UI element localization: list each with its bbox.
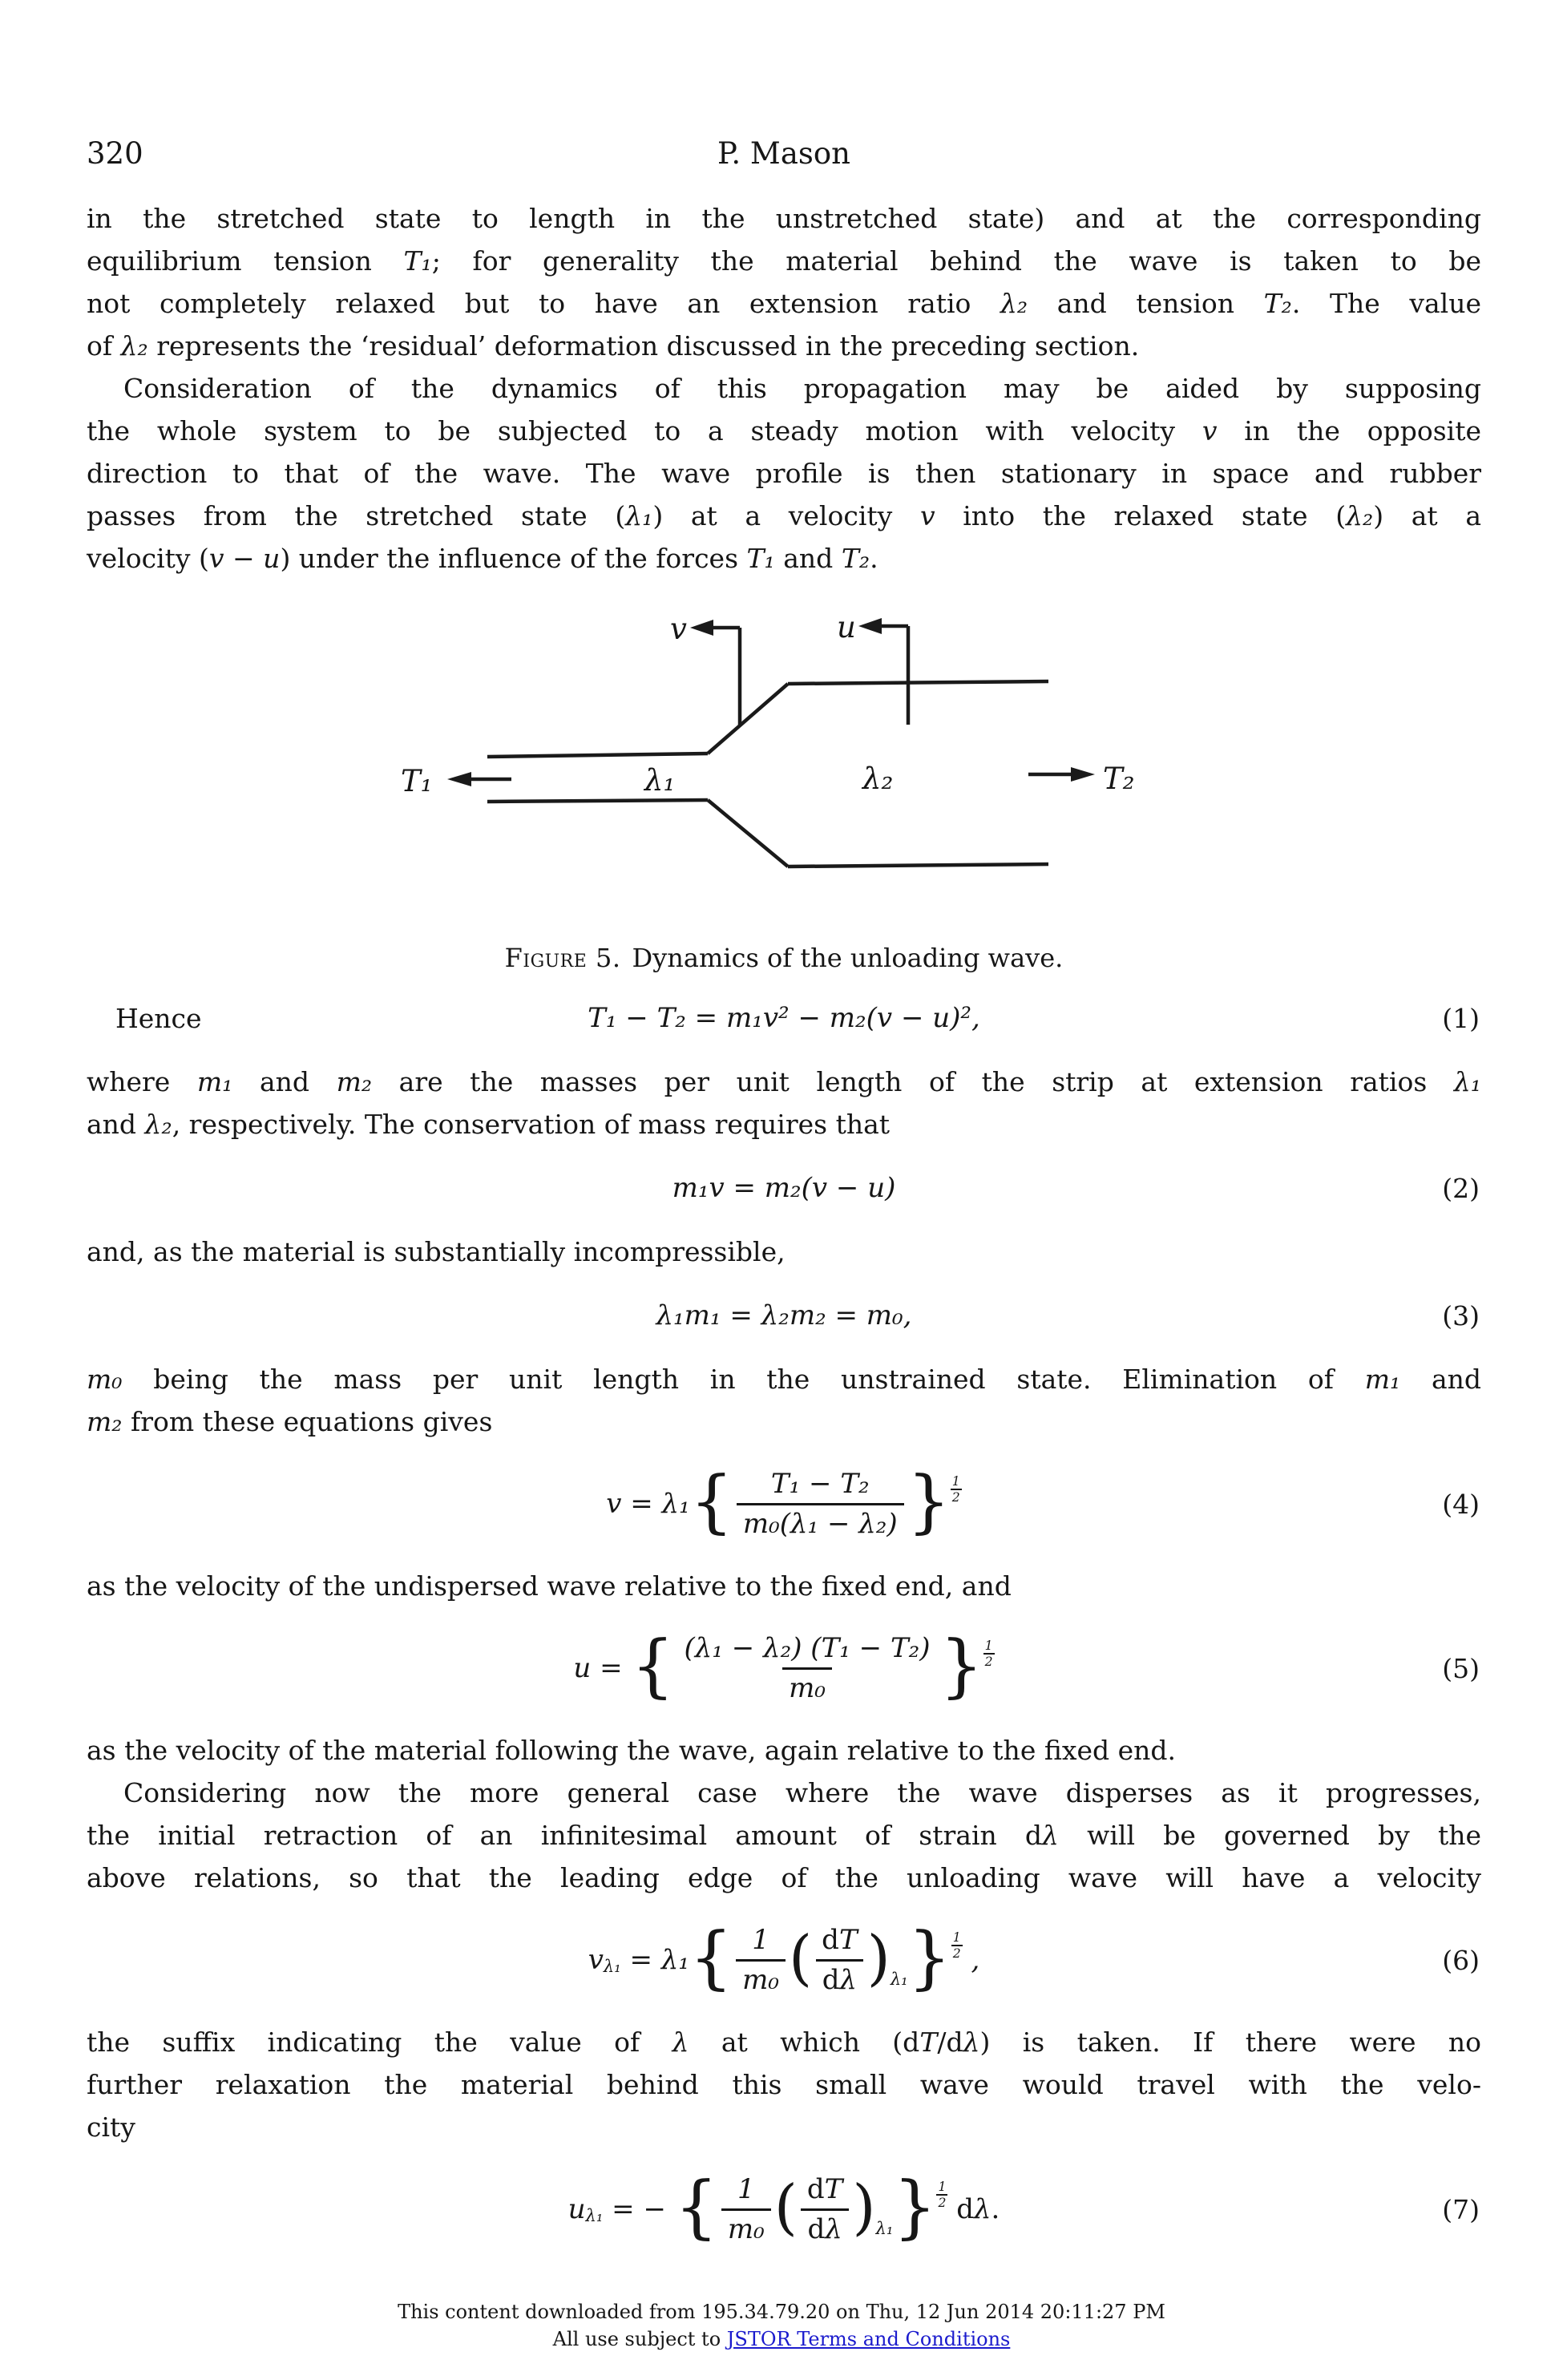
exponent-one-half xyxy=(951,1474,962,1505)
math-text: λ xyxy=(839,1963,858,1996)
math-delimiter: } xyxy=(907,1461,951,1542)
running-head-author: P. Mason xyxy=(717,136,850,171)
article-body xyxy=(87,197,1481,2248)
math-text: = − xyxy=(603,2193,675,2225)
exponent-denominator: 2 xyxy=(938,2195,947,2211)
exponent-denominator: 2 xyxy=(952,1946,961,1962)
equation-body xyxy=(656,1299,912,1331)
label-lambda1: λ₁ xyxy=(644,763,676,798)
math-delimiter: ) xyxy=(852,2172,876,2243)
math-text: u xyxy=(567,2193,586,2225)
equation-7 xyxy=(87,2167,1481,2248)
exponent-numerator: 1 xyxy=(952,1929,961,1946)
equation-lead-word: Hence xyxy=(115,1002,202,1034)
unloading-wave-diagram xyxy=(383,615,1185,919)
t2-arrowhead-right-icon xyxy=(1071,767,1095,782)
math-delimiter: } xyxy=(907,1917,951,1998)
paragraph xyxy=(87,1565,1481,1607)
exponent-one-half xyxy=(951,1930,963,1961)
fraction-numerator xyxy=(678,1630,937,1667)
text-line: Considering now the more general case where the wave disperses as it progresses, xyxy=(123,1777,1481,1808)
math-delimiter: { xyxy=(631,1626,675,1706)
exponent-numerator: 1 xyxy=(938,2179,947,2195)
equation-body xyxy=(588,1002,980,1034)
exponent-one-half xyxy=(983,1639,995,1669)
text-line: and λ₂, respectively. The conservation of mass requires that xyxy=(87,1109,891,1140)
paragraph xyxy=(87,1772,1481,1899)
equation-2 xyxy=(87,1165,1481,1211)
equation-number: (2) xyxy=(1442,1172,1480,1204)
math-text: m₀ xyxy=(789,1671,826,1704)
equation-number: (1) xyxy=(1442,1002,1480,1034)
equation-number: (6) xyxy=(1442,1944,1480,1976)
text-line: as the velocity of the undispersed wave relative to the fixed end, and xyxy=(87,1570,1012,1602)
terms-prefix: All use subject to xyxy=(552,2328,727,2350)
text-line: city xyxy=(87,2111,135,2143)
fraction-numerator xyxy=(815,1921,863,1959)
text-line: where m₁ and m₂ are the masses per unit length of the strip at extension ratios λ₁ xyxy=(87,1066,1481,1097)
equation-body: v λ₁ = λ₁ { $\frac{1}{\text{m₀}}$ ( $\frac{dT}{d\lambda}$ ) λ₁ } $\frac{1}{2}$ , xyxy=(588,1917,980,1998)
fraction-denominator xyxy=(801,2208,848,2249)
jstor-footer xyxy=(0,2298,1563,2353)
strip-bottom-ramp xyxy=(708,800,788,867)
u-arrowhead-left-icon xyxy=(858,618,882,634)
equation-5 xyxy=(87,1626,1481,1707)
exponent-denominator: 2 xyxy=(951,1489,960,1505)
math-text: d xyxy=(822,1963,840,1996)
paragraph xyxy=(87,1230,1481,1273)
math-fraction xyxy=(678,1630,937,1707)
math-text: d xyxy=(822,1924,839,1956)
text-line: in the stretched state to length in the unstretched state) and at the corresponding xyxy=(87,203,1481,234)
math-text: v = λ₁ xyxy=(606,1488,690,1520)
strip-top-left-line xyxy=(487,754,708,757)
math-text: T₁ − T₂ = m₁v² − m₂(v − u)², xyxy=(588,1002,980,1034)
text-line: Consideration of the dynamics of this propagation may be aided by supposing xyxy=(123,373,1481,404)
math-text: λ xyxy=(973,2193,992,2225)
label-T2: T₂ xyxy=(1103,762,1135,796)
text-line: the suffix indicating the value of λ at which (dT/dλ) is taken. If there were no xyxy=(87,2026,1481,2058)
download-stamp-line: This content downloaded from 195.34.79.20 on Thu, 12 Jun 2014 20:11:27 PM xyxy=(398,2301,1165,2323)
math-text: (λ₁ − λ₂) (T₁ − T₂) xyxy=(684,1632,931,1664)
math-text: m₁v = m₂(v − u) xyxy=(672,1172,896,1204)
label-u: u xyxy=(837,615,856,644)
math-text: m₀(λ₁ − λ₂) xyxy=(742,1507,898,1540)
paragraph xyxy=(87,1061,1481,1146)
text-line: further relaxation the material behind this small wave would travel with the velo- xyxy=(87,2069,1481,2100)
exponent-numerator: 1 xyxy=(951,1473,960,1489)
figure-caption-label: Figure 5. xyxy=(504,943,621,973)
equation-number: (7) xyxy=(1442,2193,1480,2225)
text-line: above relations, so that the leading edge of the unloading wave will have a velocity xyxy=(87,1862,1481,1893)
math-text: , xyxy=(962,1944,980,1976)
text-line: not completely relaxed but to have an extension ratio λ₂ and tension T₂. The value xyxy=(87,288,1481,319)
figure-5 xyxy=(87,615,1481,976)
exponent-one-half xyxy=(936,2180,947,2210)
math-text: u = xyxy=(573,1652,632,1684)
text-line: as the velocity of the material following the wave, again relative to the fixed end. xyxy=(87,1735,1176,1766)
terms-line xyxy=(0,2325,1563,2353)
text-line: and, as the material is substantially incompressible, xyxy=(87,1236,786,1267)
label-v: v xyxy=(670,615,687,646)
fraction-numerator xyxy=(801,2171,849,2208)
math-fraction xyxy=(721,2171,771,2248)
math-text: . xyxy=(991,2193,1000,2225)
math-text: d xyxy=(807,2212,826,2245)
math-text: λ₁m₁ = λ₂m₂ = m₀, xyxy=(656,1299,912,1331)
math-text: m₀ xyxy=(727,2212,765,2245)
page-header xyxy=(87,136,1481,188)
math-text: v xyxy=(588,1944,604,1976)
math-text: T xyxy=(838,1924,858,1956)
strip-bottom-left-line xyxy=(487,800,708,802)
paragraph xyxy=(87,1729,1481,1772)
text-line: m₂ from these equations gives xyxy=(87,1406,493,1437)
text-line: m₀ being the mass per unit length in the unstrained state. Elimination of m₁ and xyxy=(87,1364,1481,1395)
paragraph xyxy=(87,1358,1481,1443)
text-line: direction to that of the wave. The wave profile is then stationary in space and rubber xyxy=(87,458,1481,489)
fraction-numerator xyxy=(765,1465,876,1503)
text-line: equilibrium tension T₁; for generality the material behind the wave is taken to be xyxy=(87,245,1482,277)
text-line: passes from the stretched state (λ₁) at a velocity v into the relaxed state (λ₂) at a xyxy=(87,500,1482,531)
math-text: 1 xyxy=(752,1924,769,1956)
math-text: m₀ xyxy=(742,1963,779,1996)
figure-5-caption xyxy=(87,940,1481,976)
math-delimiter: } xyxy=(893,2167,937,2247)
text-line: the initial retraction of an infinitesimal amount of strain dλ will be governed by the xyxy=(87,1820,1481,1851)
v-arrowhead-left-icon xyxy=(690,620,713,636)
t1-arrowhead-left-icon xyxy=(447,772,471,786)
text-line: of λ₂ represents the ‘residual’ deformation discussed in the preceding section. xyxy=(87,330,1140,362)
fraction-numerator xyxy=(731,2171,761,2208)
equation-number: (5) xyxy=(1442,1652,1480,1684)
equation-number: (4) xyxy=(1442,1488,1480,1520)
fraction-denominator xyxy=(782,1667,832,1707)
math-text: d xyxy=(947,2193,974,2225)
page-content xyxy=(87,136,1481,2270)
math-text: d xyxy=(806,2173,825,2205)
math-delimiter: ( xyxy=(788,1923,813,1994)
figure-5-diagram xyxy=(383,615,1185,923)
math-fraction xyxy=(736,1921,786,1998)
figure-caption-text: Dynamics of the unloading wave. xyxy=(632,943,1064,973)
math-delimiter: ( xyxy=(773,2172,798,2243)
text-line: velocity (v − u) under the influence of the forces T₁ and T₂. xyxy=(87,543,878,574)
text-line: the whole system to be subjected to a steady motion with velocity v in the opposite xyxy=(87,415,1481,447)
math-text: T₁ − T₂ xyxy=(770,1468,870,1500)
fraction-denominator xyxy=(816,1959,863,1999)
math-delimiter: { xyxy=(689,1917,733,1998)
math-text: 1 xyxy=(737,2173,755,2205)
math-text: λ xyxy=(825,2212,842,2245)
fraction-denominator xyxy=(737,1503,904,1543)
equation-body: u λ₁ = − { $\frac{1}{\text{m₀}}$ ( $\frac{dT}{d\lambda}$ ) λ₁ } $\frac{1}{2}$ d λ . xyxy=(567,2167,1000,2247)
fraction-denominator xyxy=(721,2208,771,2249)
strip-top-right-line xyxy=(788,681,1048,684)
paragraph xyxy=(87,367,1481,580)
page-number: 320 xyxy=(87,136,143,171)
equation-6 xyxy=(87,1917,1481,1998)
equation-4 xyxy=(87,1461,1481,1542)
fraction-numerator xyxy=(745,1921,776,1959)
equation-body xyxy=(573,1626,994,1707)
math-delimiter: { xyxy=(689,1461,733,1542)
jstor-terms-link[interactable]: JSTOR Terms and Conditions xyxy=(726,2328,1011,2350)
math-fraction xyxy=(801,2171,849,2248)
label-T1: T₁ xyxy=(401,764,433,798)
exponent-denominator: 2 xyxy=(984,1654,993,1670)
exponent-numerator: 1 xyxy=(984,1638,993,1654)
math-fraction xyxy=(815,1921,863,1998)
equation-3 xyxy=(87,1292,1481,1339)
math-delimiter: } xyxy=(939,1626,983,1706)
equation-1 xyxy=(87,995,1481,1041)
strip-top-ramp xyxy=(708,684,788,754)
math-delimiter: ) xyxy=(866,1923,891,1994)
math-delimiter: { xyxy=(674,2167,718,2247)
math-fraction xyxy=(737,1465,904,1542)
fraction-denominator xyxy=(736,1959,786,1999)
equation-number: (3) xyxy=(1442,1299,1480,1331)
paragraph xyxy=(87,197,1481,367)
math-text: = λ₁ xyxy=(620,1944,690,1976)
equation-body xyxy=(672,1172,896,1204)
paragraph xyxy=(87,2021,1481,2148)
math-text: T xyxy=(824,2173,843,2205)
label-lambda2: λ₂ xyxy=(862,762,894,796)
strip-bottom-right-line xyxy=(788,864,1048,867)
equation-body xyxy=(606,1461,962,1542)
